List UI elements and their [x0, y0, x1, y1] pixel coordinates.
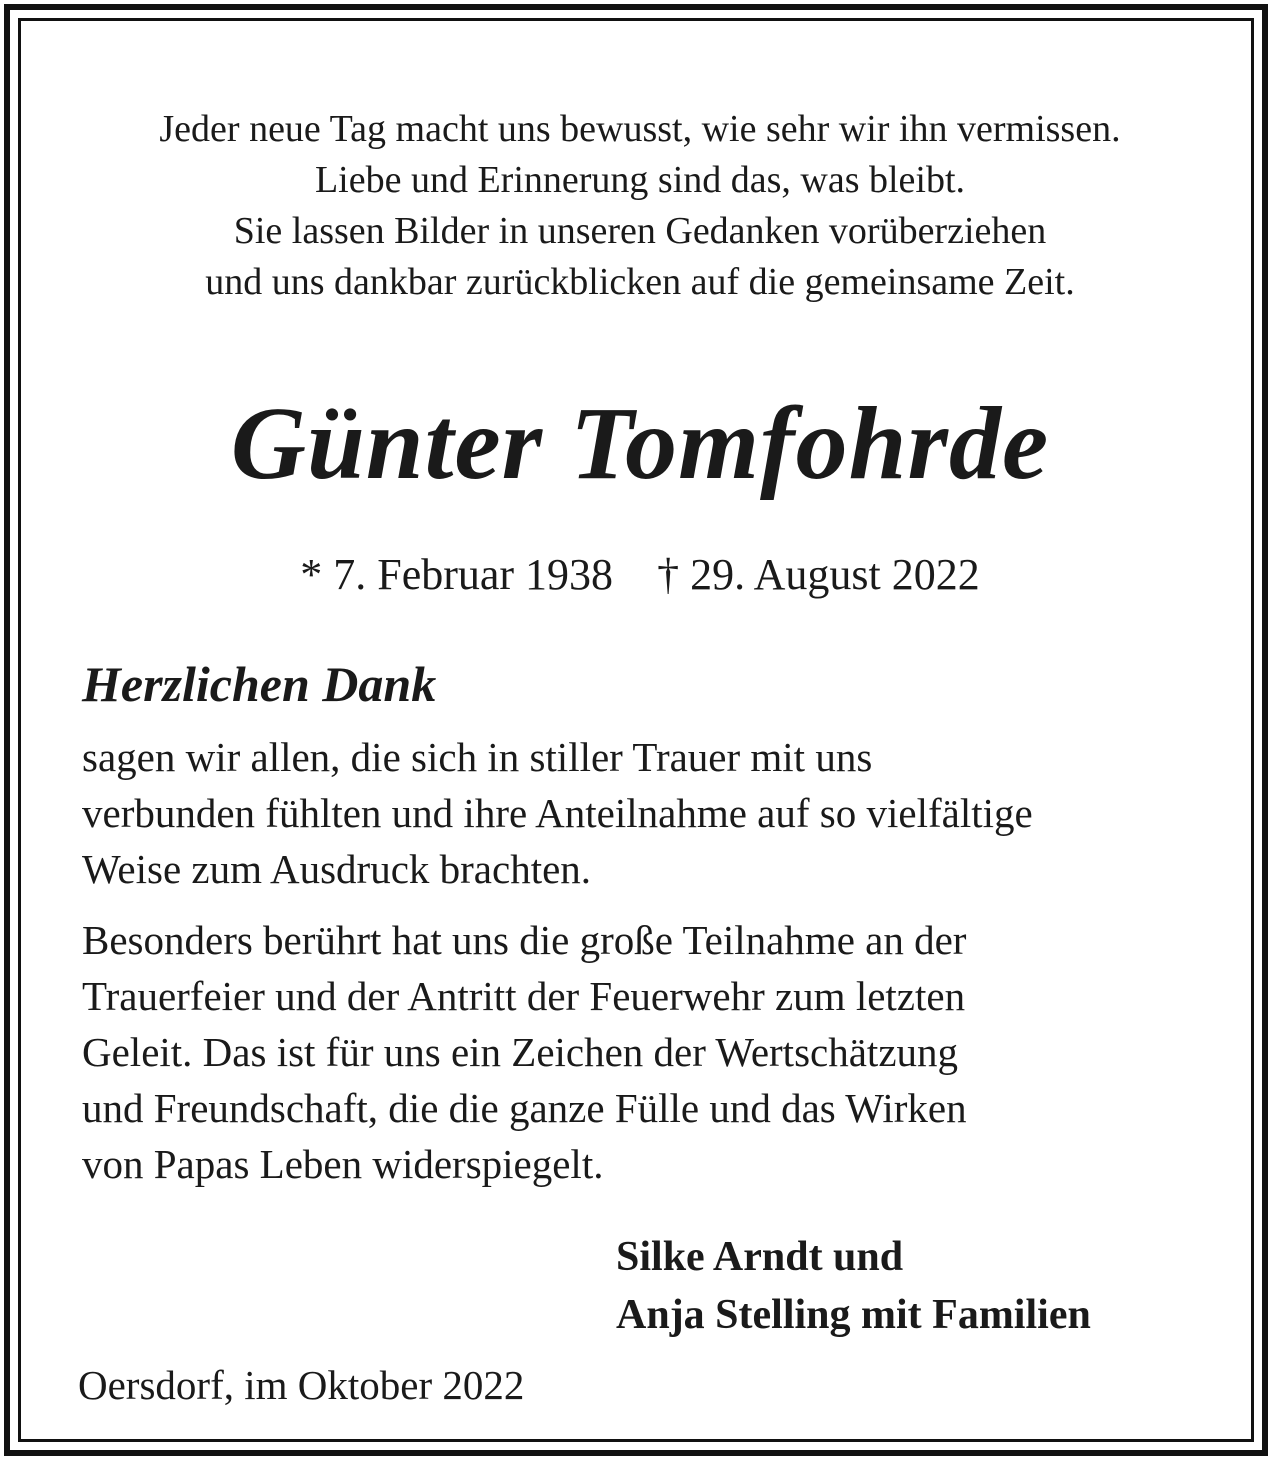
text-line: verbunden fühlten und ihre Anteilnahme auf so vielfältige	[82, 790, 1033, 836]
place-and-date: Oersdorf, im Oktober 2022	[78, 1362, 525, 1408]
death-date: † 29. August 2022	[657, 550, 980, 599]
signer-line: Silke Arndt und	[616, 1234, 904, 1280]
memorial-verse	[0, 104, 1280, 308]
thanks-paragraph-1	[82, 729, 1033, 897]
text-line: Geleit. Das ist für uns ein Zeichen der Wertschätzung	[82, 1029, 959, 1075]
signer-line: Anja Stelling mit Familien	[616, 1292, 1091, 1338]
text-line: und Freundschaft, die die ganze Fülle und das Wirken	[82, 1085, 967, 1131]
text-line: sagen wir allen, die sich in stiller Trauer mit uns	[82, 734, 873, 780]
verse-line: Liebe und Erinnerung sind das, was bleibt.	[314, 159, 966, 201]
verse-line: und uns dankbar zurückblicken auf die gemeinsame Zeit.	[205, 261, 1075, 303]
text-line: von Papas Leben widerspiegelt.	[82, 1141, 604, 1187]
deceased-name: Günter Tomfohrde	[230, 386, 1050, 501]
life-dates	[0, 547, 1280, 603]
birth-date: * 7. Februar 1938	[300, 550, 614, 599]
text-line: Weise zum Ausdruck brachten.	[82, 846, 592, 892]
text-line: Besonders berührt hat uns die große Teilnahme an der	[82, 917, 967, 963]
thanks-paragraph-2	[82, 912, 967, 1192]
text-line: Trauerfeier und der Antritt der Feuerwehr zum letzten	[82, 973, 966, 1019]
signers	[616, 1228, 1091, 1344]
verse-line: Jeder neue Tag macht uns bewusst, wie sehr wir ihn vermissen.	[159, 108, 1121, 150]
thanks-heading: Herzlichen Dank	[82, 656, 437, 712]
verse-line: Sie lassen Bilder in unseren Gedanken vorüberziehen	[233, 210, 1047, 252]
